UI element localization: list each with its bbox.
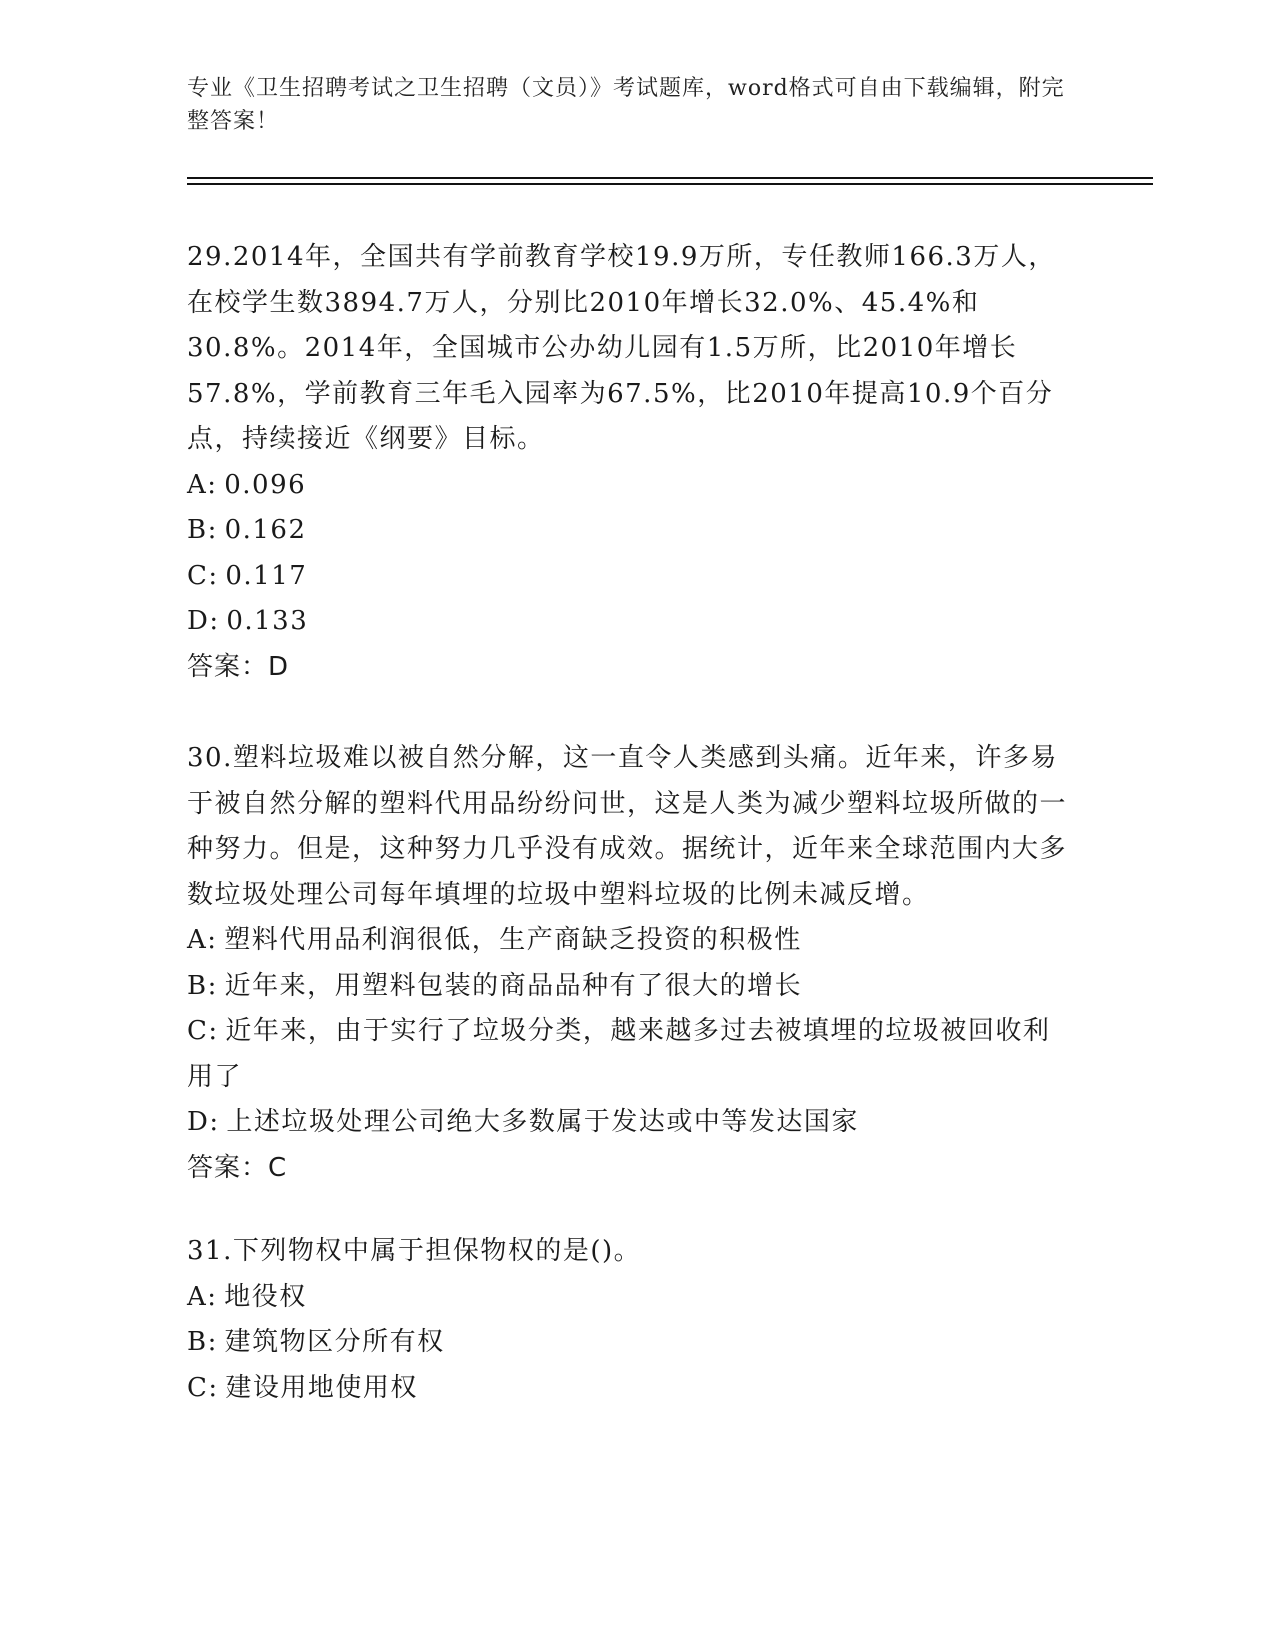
option-text: 0.117 [225, 560, 308, 591]
option-label: B: [187, 970, 218, 1001]
header-rule-top [187, 177, 1153, 179]
option-c [187, 1366, 1067, 1412]
option-text: 近年来，由于实行了垃圾分类，越来越多过去被填埋的垃圾被回收利用了 [187, 1016, 1051, 1092]
option-label: B: [187, 1327, 218, 1357]
option-label: A: [187, 925, 218, 955]
option-text: 建设用地使用权 [225, 1372, 418, 1403]
question-30 [187, 736, 1067, 1191]
option-text: 0.096 [224, 469, 307, 500]
option-label: D: [187, 1107, 220, 1137]
option-c [187, 554, 1067, 600]
option-b [187, 964, 1067, 1010]
spacer [187, 690, 1067, 736]
option-text: 0.133 [226, 606, 309, 636]
option-a [187, 1275, 1067, 1321]
option-label: A: [187, 1281, 218, 1312]
question-stem: 30.塑料垃圾难以被自然分解，这一直令人类感到头痛。近年来，许多易于被自然分解的塑料代用品纷纷问世，这是人类为减少塑料垃圾所做的一种努力。但是，这种努力几乎没有成效。据统计，近年来全球范围内大多数垃圾处理公司每年填埋的垃圾中塑料垃圾的比例未减反增。 [187, 743, 1068, 910]
option-c [187, 1009, 1067, 1100]
option-label: C: [187, 1372, 219, 1403]
document-header: 专业《卫生招聘考试之卫生招聘（文员）》考试题库，word格式可自由下载编辑，附完整答案！ [187, 76, 1065, 134]
question-list [187, 235, 1067, 1411]
question-31 [187, 1229, 1067, 1411]
option-label: B: [187, 515, 218, 545]
option-text: 地役权 [224, 1281, 307, 1312]
option-label: C: [187, 560, 219, 591]
question-stem: 29.2014年，全国共有学前教育学校19.9万所，专任教师166.3万人，在校学生数3894.7万人，分别比2010年增长32.0%、45.4%和30.8%。2014年，全国城市公办幼儿园有1.5万所，比2010年增长57.8%，学前教育三年毛入园率为67.5%，比2010年提高10.9个百分点，持续接近《纲要》目标。 [187, 242, 1056, 454]
option-a [187, 463, 1067, 509]
question-29 [187, 235, 1067, 690]
option-b [187, 508, 1067, 554]
option-text: 塑料代用品利润很低，生产商缺乏投资的积极性 [224, 925, 802, 955]
option-label: C: [187, 1016, 219, 1046]
option-text: 建筑物区分所有权 [224, 1327, 445, 1357]
header-rule-bottom [187, 183, 1153, 185]
answer-line: 答案：D [187, 651, 290, 682]
option-text: 上述垃圾处理公司绝大多数属于发达或中等发达国家 [226, 1107, 859, 1137]
question-stem: 31.下列物权中属于担保物权的是()。 [187, 1236, 642, 1266]
option-d [187, 1100, 1067, 1146]
option-a [187, 918, 1067, 964]
option-text: 近年来，用塑料包装的商品品种有了很大的增长 [224, 970, 803, 1001]
option-label: A: [187, 469, 218, 500]
option-d [187, 599, 1067, 645]
answer-line: 答案：C [187, 1152, 288, 1183]
option-label: D: [187, 606, 220, 636]
option-b [187, 1320, 1067, 1366]
option-text: 0.162 [224, 515, 307, 545]
spacer [187, 1191, 1067, 1229]
